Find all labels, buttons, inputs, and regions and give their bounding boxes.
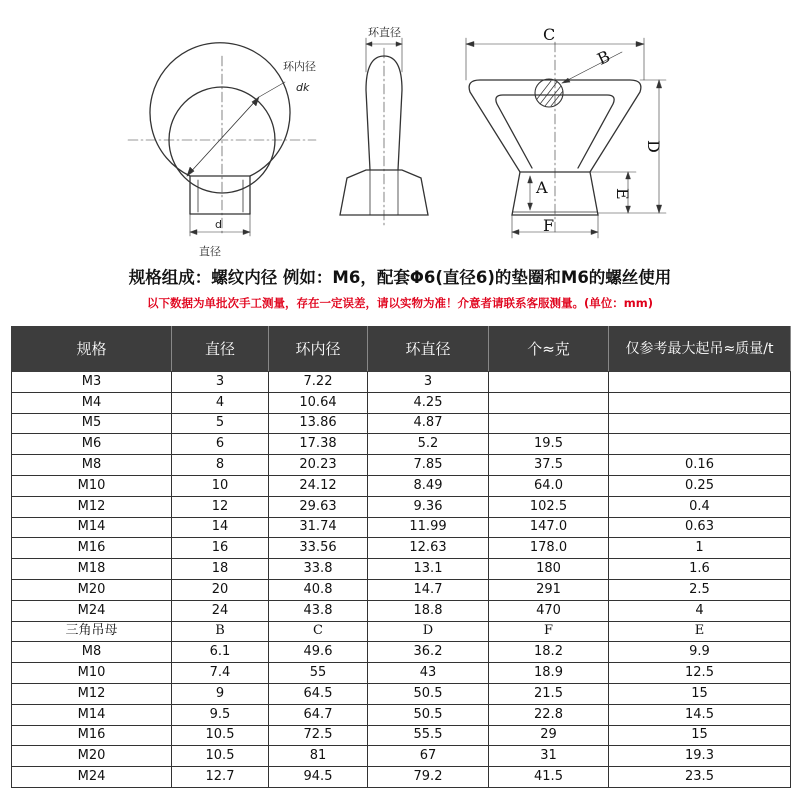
- table-cell: 15: [609, 683, 791, 704]
- ring-diameter-label: 环直径: [368, 26, 401, 39]
- table-cell: [609, 413, 791, 434]
- table-header-row: [12, 327, 791, 372]
- dim-a-label: A: [536, 178, 548, 197]
- table-cell: 43: [368, 663, 489, 684]
- table-cell: [609, 372, 791, 393]
- table-cell: M14: [12, 517, 172, 538]
- table-body: [12, 372, 791, 788]
- column-header-spec: 规格: [12, 327, 172, 372]
- d-label: d: [215, 218, 222, 231]
- spec-heading: 规格组成：螺纹内径 例如：M6，配套Φ6(直径6)的垫圈和M6的螺丝使用: [128, 268, 672, 287]
- table-cell: M24: [12, 767, 172, 788]
- table-cell: 43.8: [269, 600, 368, 621]
- table-cell: 5.2: [368, 434, 489, 455]
- table-cell: [489, 372, 609, 393]
- table-cell: M5: [12, 413, 172, 434]
- table-cell: 7.85: [368, 455, 489, 476]
- table-row: [12, 683, 791, 704]
- table-row: [12, 392, 791, 413]
- table-cell: 10.5: [172, 725, 269, 746]
- table-cell: 0.4: [609, 496, 791, 517]
- table-row: [12, 663, 791, 684]
- table-cell: 9.36: [368, 496, 489, 517]
- table-cell: 31: [489, 746, 609, 767]
- table-cell: 3: [172, 372, 269, 393]
- table-cell: 1.6: [609, 559, 791, 580]
- table-cell: 11.99: [368, 517, 489, 538]
- table-cell: 19.3: [609, 746, 791, 767]
- table-row: [12, 704, 791, 725]
- table-cell: 64.0: [489, 475, 609, 496]
- column-header-weight: 个≈克: [489, 327, 609, 372]
- table-cell: 12.5: [609, 663, 791, 684]
- table-cell: [609, 434, 791, 455]
- table-cell: 50.5: [368, 704, 489, 725]
- table-cell: E: [609, 621, 791, 642]
- table-cell: M12: [12, 496, 172, 517]
- table-cell: 64.7: [269, 704, 368, 725]
- table-cell: M10: [12, 475, 172, 496]
- table-cell: 4.25: [368, 392, 489, 413]
- table-cell: 12.63: [368, 538, 489, 559]
- table-cell: 49.6: [269, 642, 368, 663]
- table-cell: 三角吊母: [12, 621, 172, 642]
- table-row: [12, 517, 791, 538]
- table-cell: 13.1: [368, 559, 489, 580]
- table-cell: 8.49: [368, 475, 489, 496]
- table-cell: 8: [172, 455, 269, 476]
- table-cell: 33.8: [269, 559, 368, 580]
- table-cell: 12.7: [172, 767, 269, 788]
- table-cell: M16: [12, 538, 172, 559]
- table-cell: M8: [12, 642, 172, 663]
- table-cell: 67: [368, 746, 489, 767]
- table-cell: M4: [12, 392, 172, 413]
- table-subheader-row: [12, 621, 791, 642]
- table-cell: 31.74: [269, 517, 368, 538]
- table-cell: 0.63: [609, 517, 791, 538]
- table-row: [12, 434, 791, 455]
- table-cell: 18.2: [489, 642, 609, 663]
- table-row: [12, 767, 791, 788]
- table-cell: [609, 392, 791, 413]
- table-cell: 22.8: [489, 704, 609, 725]
- table-cell: F: [489, 621, 609, 642]
- table-cell: 14: [172, 517, 269, 538]
- table-cell: M12: [12, 683, 172, 704]
- column-header-ring-diameter: 环直径: [368, 327, 489, 372]
- table-cell: 18: [172, 559, 269, 580]
- table-cell: 16: [172, 538, 269, 559]
- table-cell: M20: [12, 746, 172, 767]
- table-cell: M3: [12, 372, 172, 393]
- table-cell: 29: [489, 725, 609, 746]
- table-cell: 1: [609, 538, 791, 559]
- technical-diagram: [0, 0, 800, 262]
- table-cell: 178.0: [489, 538, 609, 559]
- table-cell: 9.9: [609, 642, 791, 663]
- table-row: [12, 413, 791, 434]
- table-cell: 10: [172, 475, 269, 496]
- table-cell: 6.1: [172, 642, 269, 663]
- table-cell: 29.63: [269, 496, 368, 517]
- table-cell: 180: [489, 559, 609, 580]
- table-cell: 9: [172, 683, 269, 704]
- table-cell: 23.5: [609, 767, 791, 788]
- spec-table: [11, 326, 791, 788]
- table-cell: 50.5: [368, 683, 489, 704]
- table-row: [12, 559, 791, 580]
- table-cell: 7.22: [269, 372, 368, 393]
- table-cell: 94.5: [269, 767, 368, 788]
- dim-d-label: D: [644, 140, 663, 153]
- table-cell: 79.2: [368, 767, 489, 788]
- table-cell: 12: [172, 496, 269, 517]
- table-cell: 24: [172, 600, 269, 621]
- table-cell: 17.38: [269, 434, 368, 455]
- table-cell: 24.12: [269, 475, 368, 496]
- table-cell: 7.4: [172, 663, 269, 684]
- table-cell: M6: [12, 434, 172, 455]
- table-cell: 19.5: [489, 434, 609, 455]
- table-cell: 0.25: [609, 475, 791, 496]
- table-cell: M20: [12, 579, 172, 600]
- table-row: [12, 475, 791, 496]
- table-row: [12, 725, 791, 746]
- table-cell: 36.2: [368, 642, 489, 663]
- table-cell: 13.86: [269, 413, 368, 434]
- table-cell: 41.5: [489, 767, 609, 788]
- table-row: [12, 455, 791, 476]
- table-cell: [489, 413, 609, 434]
- table-cell: 81: [269, 746, 368, 767]
- dim-b-label: B: [594, 46, 614, 69]
- inner-diameter-label: 环内径: [283, 60, 316, 73]
- table-cell: 33.56: [269, 538, 368, 559]
- table-cell: 470: [489, 600, 609, 621]
- table-cell: 20.23: [269, 455, 368, 476]
- table-cell: 10.5: [172, 746, 269, 767]
- column-header-inner-diameter: 环内径: [269, 327, 368, 372]
- side-view: [340, 38, 428, 225]
- table-row: [12, 746, 791, 767]
- table-cell: 4.87: [368, 413, 489, 434]
- column-header-diameter: 直径: [172, 327, 269, 372]
- table-cell: 14.7: [368, 579, 489, 600]
- table-cell: 37.5: [489, 455, 609, 476]
- table-cell: 20: [172, 579, 269, 600]
- table-cell: B: [172, 621, 269, 642]
- dk-label: dk: [296, 81, 310, 94]
- table-cell: M10: [12, 663, 172, 684]
- table-cell: 72.5: [269, 725, 368, 746]
- table-row: [12, 579, 791, 600]
- table-cell: 55.5: [368, 725, 489, 746]
- table-cell: 0.16: [609, 455, 791, 476]
- table-row: [12, 372, 791, 393]
- table-cell: 102.5: [489, 496, 609, 517]
- table-cell: 4: [172, 392, 269, 413]
- table-cell: 147.0: [489, 517, 609, 538]
- table-row: [12, 496, 791, 517]
- table-cell: M18: [12, 559, 172, 580]
- column-header-max-load: 仅参考最大起吊≈质量/t: [609, 327, 791, 372]
- table-cell: 40.8: [269, 579, 368, 600]
- table-cell: 55: [269, 663, 368, 684]
- table-cell: C: [269, 621, 368, 642]
- table-cell: 15: [609, 725, 791, 746]
- table-cell: M16: [12, 725, 172, 746]
- table-cell: 4: [609, 600, 791, 621]
- table-cell: 10.64: [269, 392, 368, 413]
- table-cell: 291: [489, 579, 609, 600]
- thread-diameter-label: 直径: [199, 245, 221, 258]
- table-cell: 64.5: [269, 683, 368, 704]
- measurement-notice: 以下数据为单批次手工测量，存在一定误差，请以实物为准！介意者请联系客服测量。(单位：mm): [147, 296, 653, 310]
- table-cell: 18.8: [368, 600, 489, 621]
- table-cell: M14: [12, 704, 172, 725]
- dim-f-label: F: [543, 216, 555, 235]
- table-cell: M24: [12, 600, 172, 621]
- table-cell: 6: [172, 434, 269, 455]
- table-cell: M8: [12, 455, 172, 476]
- triangle-view: [466, 38, 666, 238]
- table-cell: 18.9: [489, 663, 609, 684]
- table-cell: 5: [172, 413, 269, 434]
- dim-c-label: C: [543, 25, 556, 44]
- table-cell: D: [368, 621, 489, 642]
- table-cell: [489, 392, 609, 413]
- table-cell: 21.5: [489, 683, 609, 704]
- table-row: [12, 538, 791, 559]
- table-cell: 14.5: [609, 704, 791, 725]
- table-row: [12, 642, 791, 663]
- dim-e-label: E: [613, 188, 632, 200]
- table-cell: 9.5: [172, 704, 269, 725]
- table-row: [12, 600, 791, 621]
- table-cell: 3: [368, 372, 489, 393]
- table-cell: 2.5: [609, 579, 791, 600]
